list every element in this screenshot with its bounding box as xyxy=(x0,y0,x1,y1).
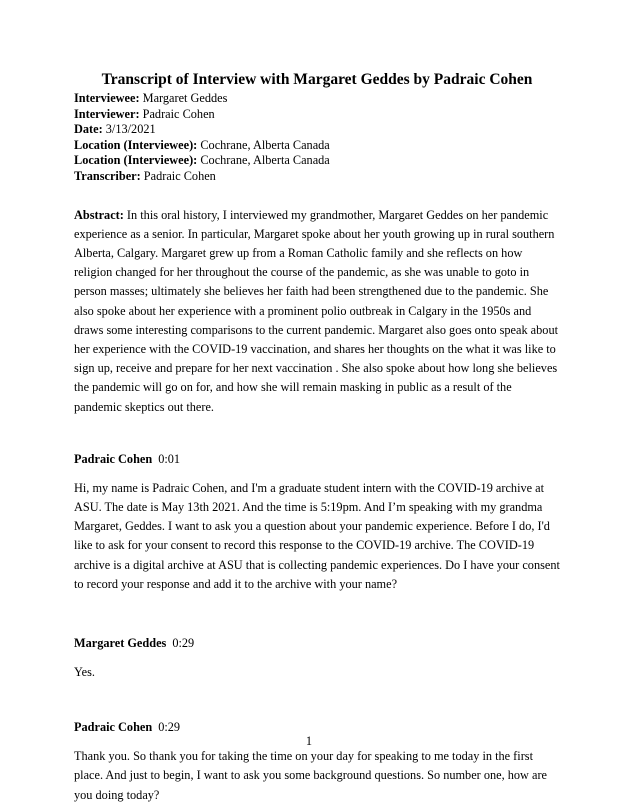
document-body xyxy=(74,70,560,805)
speaker-line xyxy=(74,719,560,735)
meta-value: Padraic Cohen xyxy=(139,106,215,121)
meta-value: Padraic Cohen xyxy=(140,168,216,183)
meta-label: Location (Interviewee): xyxy=(74,153,198,168)
transcript-entry xyxy=(74,451,560,594)
page-number: 1 xyxy=(305,734,313,748)
speaker-line xyxy=(74,635,560,651)
abstract-text: In this oral history, I interviewed my grandmother, Margaret Geddes on her pandemic experience as a senior. In particular, Margaret spoke about her youth growing up in rural southern Alberta, Calgary. Margaret grew up from a Roman Catholic family and she reflects on how religion changed for her throughout the course of the pandemic, as she was unable to goto in person masses; ultimately she believes her faith had been strengthened due to the pandemic. She also spoke about her experience with a prominent polio outbreak in Calgary in the 1950s and draws some interesting comparisons to the current pandemic. Margaret also goes onto speak about her experience with the COVID-19 vaccination, and shares her thoughts on the what it was like to sign up, receive and prepare for her next vaccination . She also spoke about how long she believes the pandemic will go on for, and how she will remain masking in public as a result of the pandemic skeptics out there. xyxy=(74,207,559,414)
meta-value: Margaret Geddes xyxy=(139,91,228,105)
meta-label: Interviewee: xyxy=(74,91,140,105)
metadata-block xyxy=(74,91,560,185)
meta-value: Cochrane, Alberta Canada xyxy=(197,153,330,168)
meta-value: 3/13/2021 xyxy=(102,122,156,137)
meta-label: Location (Interviewee): xyxy=(74,137,198,152)
abstract-paragraph xyxy=(74,206,560,417)
timestamp: 0:29 xyxy=(158,720,181,735)
meta-label: Transcriber: xyxy=(74,168,141,183)
timestamp: 0:29 xyxy=(172,636,195,651)
meta-interviewee xyxy=(74,91,560,107)
meta-value: Cochrane, Alberta Canada xyxy=(197,137,330,152)
utterance-text: Hi, my name is Padraic Cohen, and I'm a graduate student intern with the COVID-19 archive at ASU. The date is May 13th 2021. And the time is 5:19pm. And I’m speaking with my grandma Margaret, Geddes. I want to ask you a question about your pandemic experience. Before I do, I'd like to ask for your consent to record this response to the COVID-19 archive. The COVID-19 archive is a digital archive at ASU that is collecting pandemic experiences. Do I have your consent to record your response and add it to the archive with your name? xyxy=(74,480,560,591)
meta-interviewer xyxy=(74,107,560,123)
meta-location xyxy=(74,138,560,154)
speaker-name: Padraic Cohen xyxy=(74,720,153,735)
speaker-name: Padraic Cohen xyxy=(74,451,153,466)
meta-label: Date: xyxy=(74,122,103,137)
speaker-name: Margaret Geddes xyxy=(74,636,167,651)
utterance-text: Yes. xyxy=(74,665,95,680)
document-title: Transcript of Interview with Margaret Geddes by Padraic Cohen xyxy=(101,71,533,88)
meta-label: Interviewer: xyxy=(74,106,140,121)
transcript-entry xyxy=(74,635,560,682)
meta-location xyxy=(74,153,560,169)
timestamp: 0:01 xyxy=(158,451,181,466)
speaker-line xyxy=(74,451,560,467)
abstract-label: Abstract: xyxy=(74,207,124,222)
meta-transcriber xyxy=(74,169,560,185)
transcript-entry xyxy=(74,719,560,805)
utterance-text: Thank you. So thank you for taking the time on your day for speaking to me today in the first place. And just to begin, I want to ask you some background questions. So number one, how are you doing today? xyxy=(74,749,548,802)
meta-date xyxy=(74,122,560,138)
